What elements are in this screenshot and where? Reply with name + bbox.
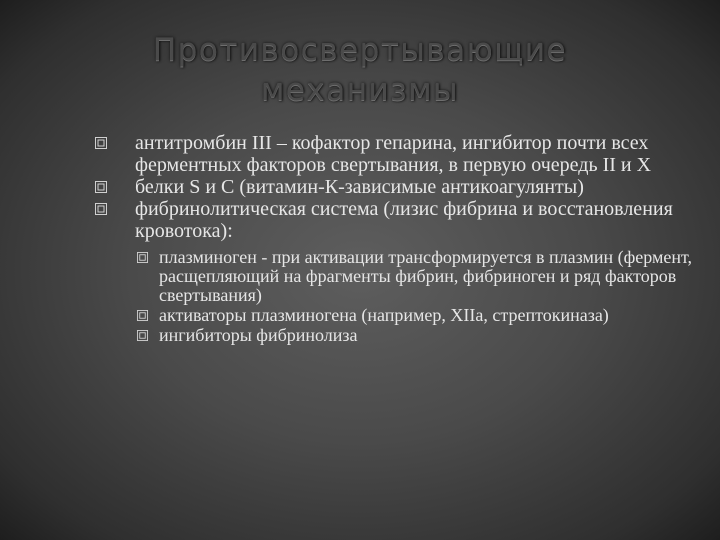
bullet-item-fibrinolysis (95, 198, 695, 242)
square-box-icon (137, 252, 148, 263)
square-box-icon (95, 181, 107, 193)
title-line-2: механизмы (260, 72, 460, 108)
square-box-icon (95, 137, 107, 149)
bullet-list (95, 132, 695, 346)
sub-bullet-text: плазминоген - при активации трансформируется в плазмин (фермент, расщепляющий на фрагменты фибрин, фибриноген и ряд факторов свертывания) (159, 247, 693, 305)
sub-bullet-activators (137, 306, 695, 325)
slide-title (130, 30, 590, 110)
bullet-item-antithrombin (95, 132, 695, 176)
sub-bullet-text: ингибиторы фибринолиза (159, 325, 358, 345)
bullet-text: белки S и C (витамин-К-зависимые антикоагулянты) (135, 176, 584, 198)
square-box-icon (95, 203, 107, 215)
sub-bullet-inhibitors (137, 326, 695, 345)
sub-bullet-list (95, 248, 695, 345)
square-box-icon (137, 330, 148, 341)
bullet-item-proteins (95, 176, 695, 198)
bullet-text: фибринолитическая система (лизис фибрина и восстановления кровотока): (135, 198, 673, 242)
title-line-1: Противосвертывающие (152, 32, 568, 68)
square-box-icon (137, 310, 148, 321)
bullet-text: антитромбин III – кофактор гепарина, ингибитор почти всех ферментных факторов свертывания, в первую очередь II и X (135, 132, 652, 176)
sub-bullet-text: активаторы плазминогена (например, XIIa, стрептокиназа) (159, 305, 609, 325)
sub-bullet-plasminogen (137, 248, 695, 305)
